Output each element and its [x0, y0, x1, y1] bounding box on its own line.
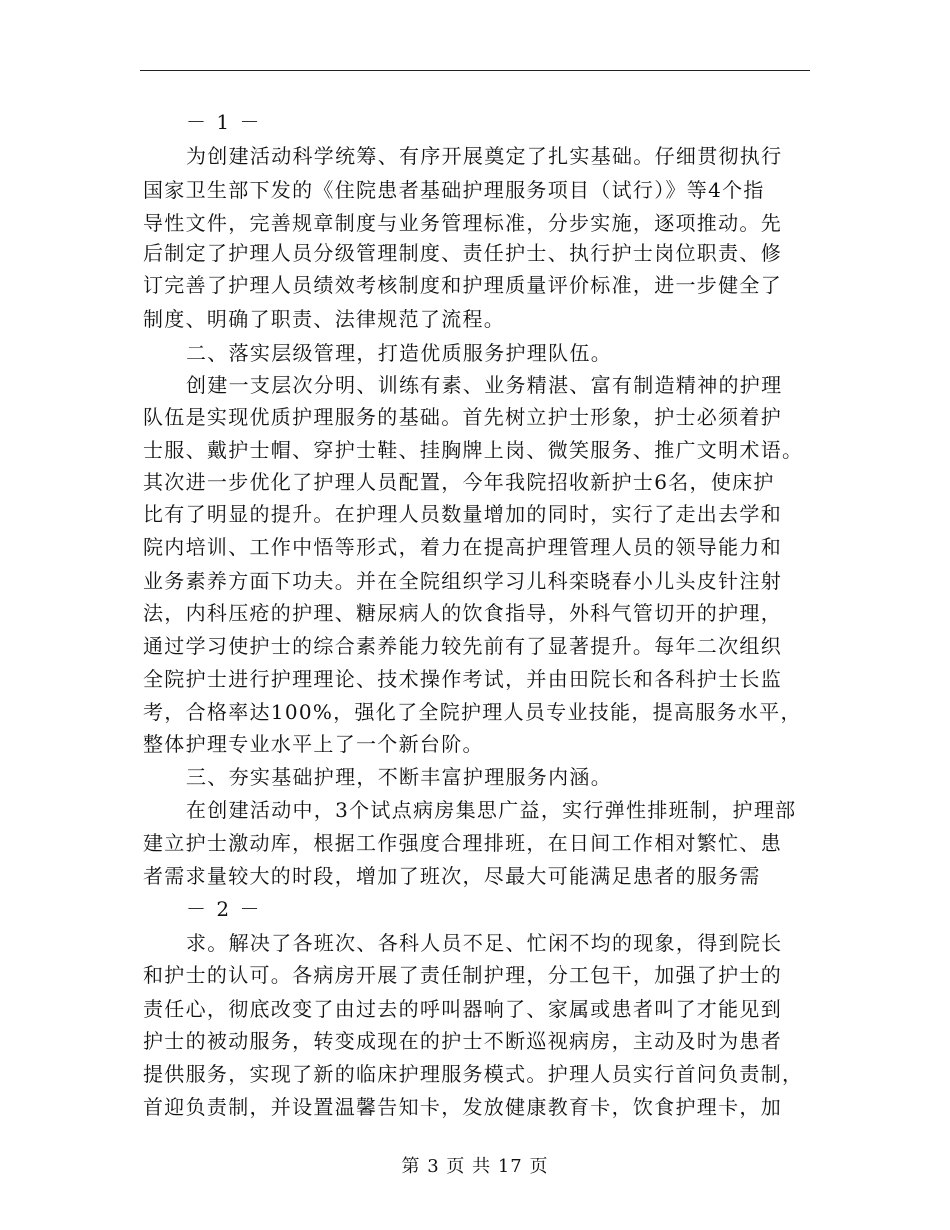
- paragraph-line: 院内培训、工作中悟等形式，着力在提高护理管理人员的领导能力和: [143, 535, 782, 559]
- paragraph-line: 订完善了护理人员绩效考核制度和护理质量评价标准，进一步健全了: [143, 273, 782, 297]
- paragraph-line: 全院护士进行护理理论、技术操作考试，并由田院长和各科护士长监: [143, 667, 782, 691]
- paragraph-line: 其次进一步优化了护理人员配置，今年我院招收新护士6名，使床护: [143, 470, 775, 494]
- paragraph-line: 考，合格率达100%，强化了全院护理人员专业技能，提高服务水平，: [143, 700, 802, 724]
- paragraph-line: 求。解决了各班次、各科人员不足、忙闲不均的现象，得到院长: [186, 931, 783, 955]
- paragraph-line: 创建一支层次分明、训练有素、业务精湛、富有制造精神的护理: [186, 373, 783, 397]
- section-heading: 三、夯实基础护理，不断丰富护理服务内涵。: [186, 765, 612, 789]
- paragraph-line: 法，内科压疮的护理、糖尿病人的饮食指导，外科气管切开的护理，: [143, 601, 782, 625]
- header-rule: [140, 70, 810, 71]
- paragraph-line: 士服、戴护士帽、穿护士鞋、挂胸牌上岗、微笑服务、推广文明术语。: [143, 438, 804, 462]
- paragraph-line: 责任心，彻底改变了由过去的呼叫器响了、家属或患者叫了才能见到: [143, 997, 782, 1021]
- paragraph-line: 制度、明确了职责、法律规范了流程。: [143, 307, 506, 331]
- paragraph-line: 国家卫生部下发的《住院患者基础护理服务项目（试行）》等4个指: [143, 178, 765, 202]
- paragraph-line: 整体护理专业水平上了一个新台阶。: [143, 732, 484, 756]
- paragraph-line: 业务素养方面下功夫。并在全院组织学习儿科栾晓春小儿头皮针注射: [143, 569, 782, 593]
- page-footer: 第 3 页 共 17 页: [401, 1156, 549, 1177]
- page-marker: － 2 －: [186, 897, 262, 921]
- paragraph-line: 和护士的认可。各病房开展了责任制护理，分工包干，加强了护士的: [143, 963, 782, 987]
- paragraph-line: 提供服务，实现了新的临床护理服务模式。护理人员实行首问负责制，: [143, 1062, 804, 1086]
- page-marker: － 1 －: [186, 110, 262, 134]
- paragraph-line: 首迎负责制，并设置温馨告知卡，发放健康教育卡，饮食护理卡，加: [143, 1095, 782, 1119]
- paragraph-line: 比有了明显的提升。在护理人员数量增加的同时，实行了走出去学和: [143, 502, 782, 526]
- paragraph-line: 护士的被动服务，转变成现在的护士不断巡视病房，主动及时为患者: [143, 1029, 782, 1053]
- paragraph-line: 者需求量较大的时段，增加了班次，尽最大可能满足患者的服务需: [143, 864, 761, 888]
- paragraph-line: 在创建活动中，3个试点病房集思广益，实行弹性排班制，护理部: [186, 798, 797, 822]
- paragraph-line: 通过学习使护士的综合素养能力较先前有了显著提升。每年二次组织: [143, 634, 782, 658]
- section-heading: 二、落实层级管理，打造优质服务护理队伍。: [186, 341, 612, 365]
- paragraph-line: 队伍是实现优质护理服务的基础。首先树立护士形象，护士必须着护: [143, 405, 782, 429]
- paragraph-line: 建立护士激动库，根据工作强度合理排班，在日间工作相对繁忙、患: [143, 831, 782, 855]
- paragraph-line: 为创建活动科学统筹、有序开展奠定了扎实基础。仔细贯彻执行: [186, 144, 783, 168]
- paragraph-line: 后制定了护理人员分级管理制度、责任护士、执行护士岗位职责、修: [143, 241, 782, 265]
- paragraph-line: 导性文件，完善规章制度与业务管理标准，分步实施，逐项推动。先: [143, 211, 782, 235]
